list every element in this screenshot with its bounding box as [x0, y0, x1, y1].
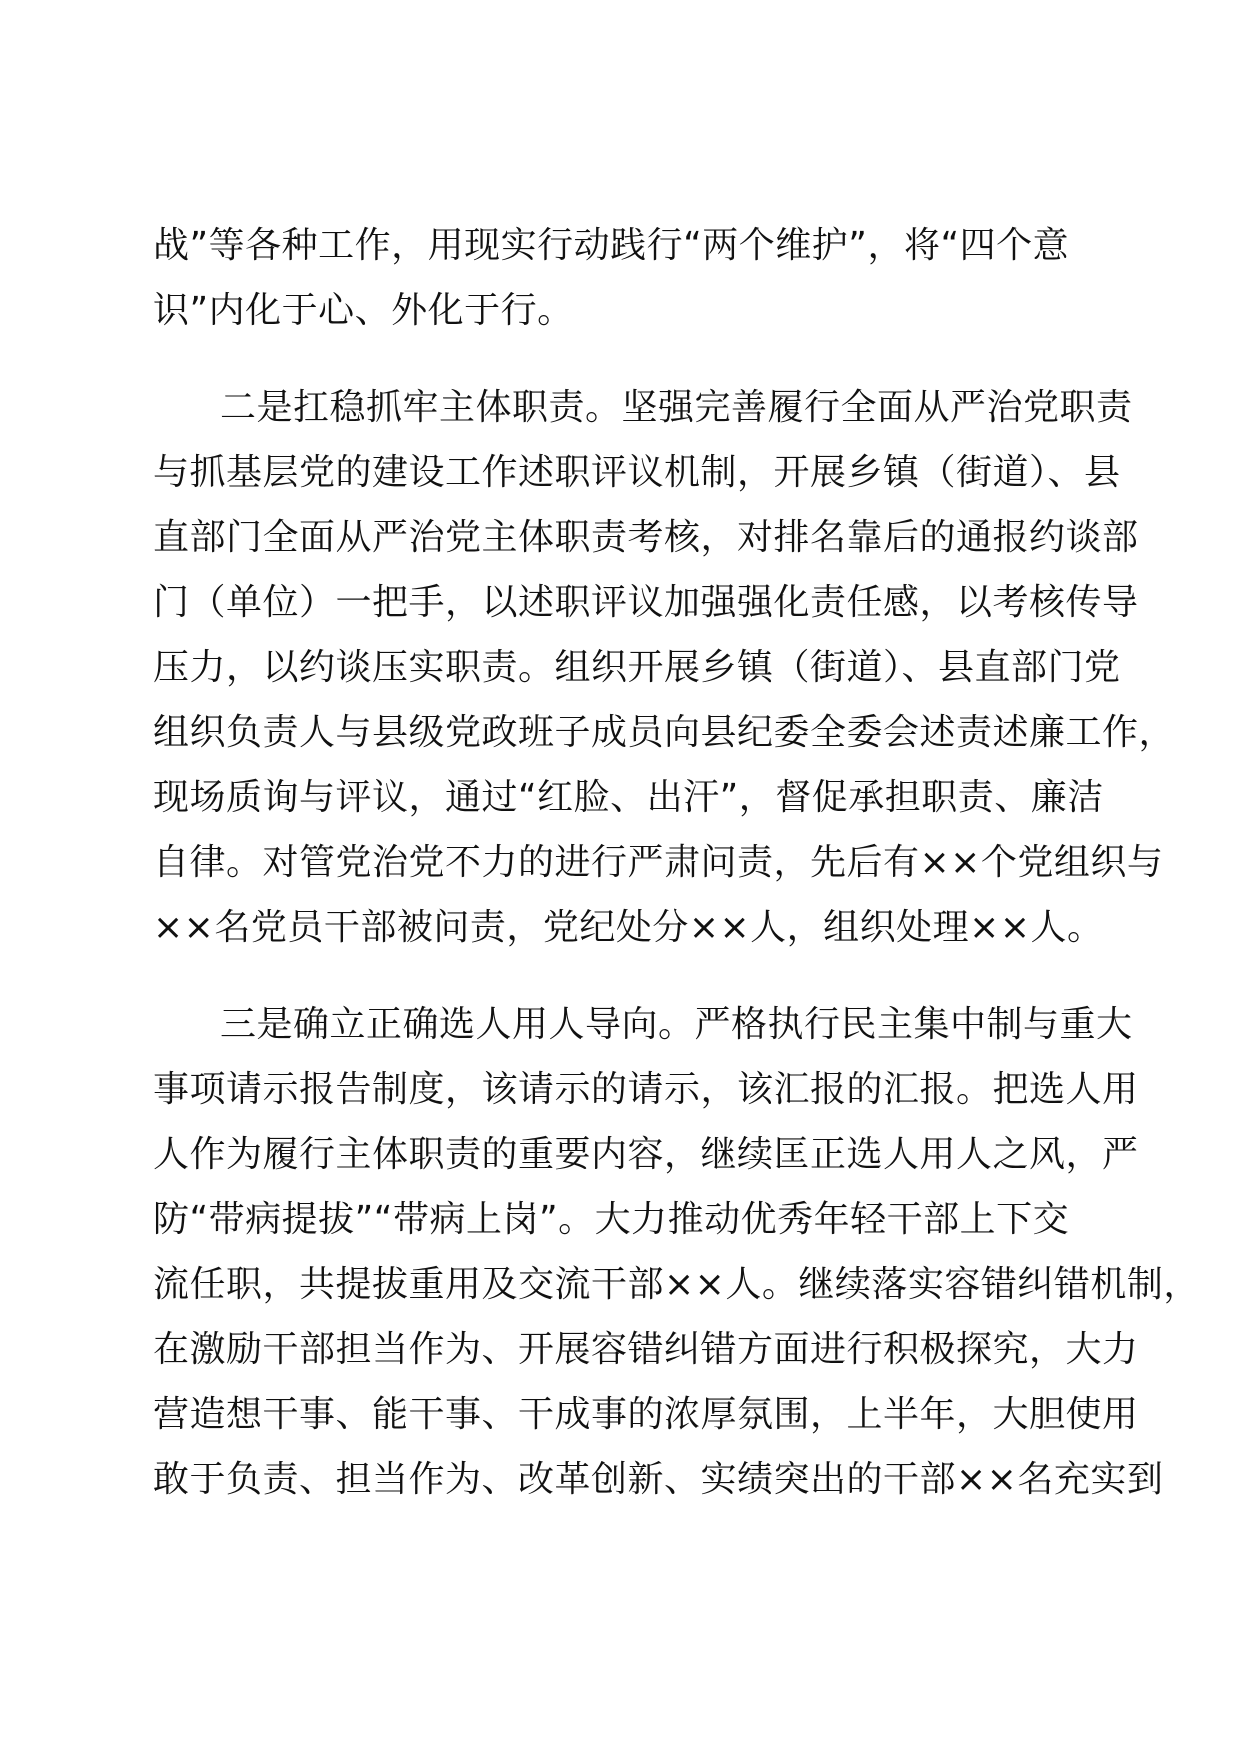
paragraph-3 — [153, 992, 1200, 1512]
paragraph-line: 现场质询与评议，通过“红脸、出汗”，督促承担职责、廉洁 — [153, 777, 1104, 818]
paragraph-line: 在激励干部担当作为、开展容错纠错方面进行积极探究，大力 — [153, 1329, 1139, 1370]
paragraph-line: ××名党员干部被问责，党纪处分××人，组织处理××人。 — [153, 907, 1104, 948]
paragraph-spacer — [153, 343, 1083, 375]
paragraph-line: 流任职，共提拔重用及交流干部××人。继续落实容错纠错机制， — [153, 1264, 1200, 1305]
paragraph-line: 自律。对管党治党不力的进行严肃问责，先后有××个党组织与 — [153, 842, 1164, 883]
paragraph-line: 敢于负责、担当作为、改革创新、实绩突出的干部××名充实到 — [153, 1459, 1164, 1500]
paragraph-line: 三是确立正确选人用人导向。严格执行民主集中制与重大 — [220, 1004, 1133, 1045]
body-text — [153, 213, 1200, 1512]
paragraph-line: 与抓基层党的建设工作述职评议机制，开展乡镇（街道）、县 — [153, 452, 1121, 493]
paragraph-line: 直部门全面从严治党主体职责考核，对排名靠后的通报约谈部 — [153, 517, 1139, 558]
paragraph-line: 人作为履行主体职责的重要内容，继续匡正选人用人之风，严 — [153, 1134, 1139, 1175]
paragraph-line: 门（单位）一把手，以述职评议加强强化责任感，以考核传导 — [153, 582, 1139, 623]
paragraph-line: 防“带病提拔”“带病上岗”。大力推动优秀年轻干部上下交 — [153, 1199, 1070, 1240]
paragraph-line: 压力，以约谈压实职责。组织开展乡镇（街道）、县直部门党 — [153, 647, 1121, 688]
paragraph-line: 事项请示报告制度，该请示的请示，该汇报的汇报。把选人用 — [153, 1069, 1139, 1110]
paragraph-2 — [153, 375, 1176, 960]
paragraph-line: 组织负责人与县级党政班子成员向县纪委全委会述责述廉工作， — [153, 712, 1176, 753]
paragraph-line: 二是扛稳抓牢主体职责。坚强完善履行全面从严治党职责 — [220, 387, 1133, 428]
paragraph-spacer — [153, 960, 1083, 992]
paragraph-line: 战”等各种工作，用现实行动践行“两个维护”，将“四个意 — [153, 225, 1070, 266]
paragraph-line: 识”内化于心、外化于行。 — [153, 290, 574, 331]
paragraph-1 — [153, 213, 1083, 343]
paragraph-line: 营造想干事、能干事、干成事的浓厚氛围，上半年，大胆使用 — [153, 1394, 1139, 1435]
